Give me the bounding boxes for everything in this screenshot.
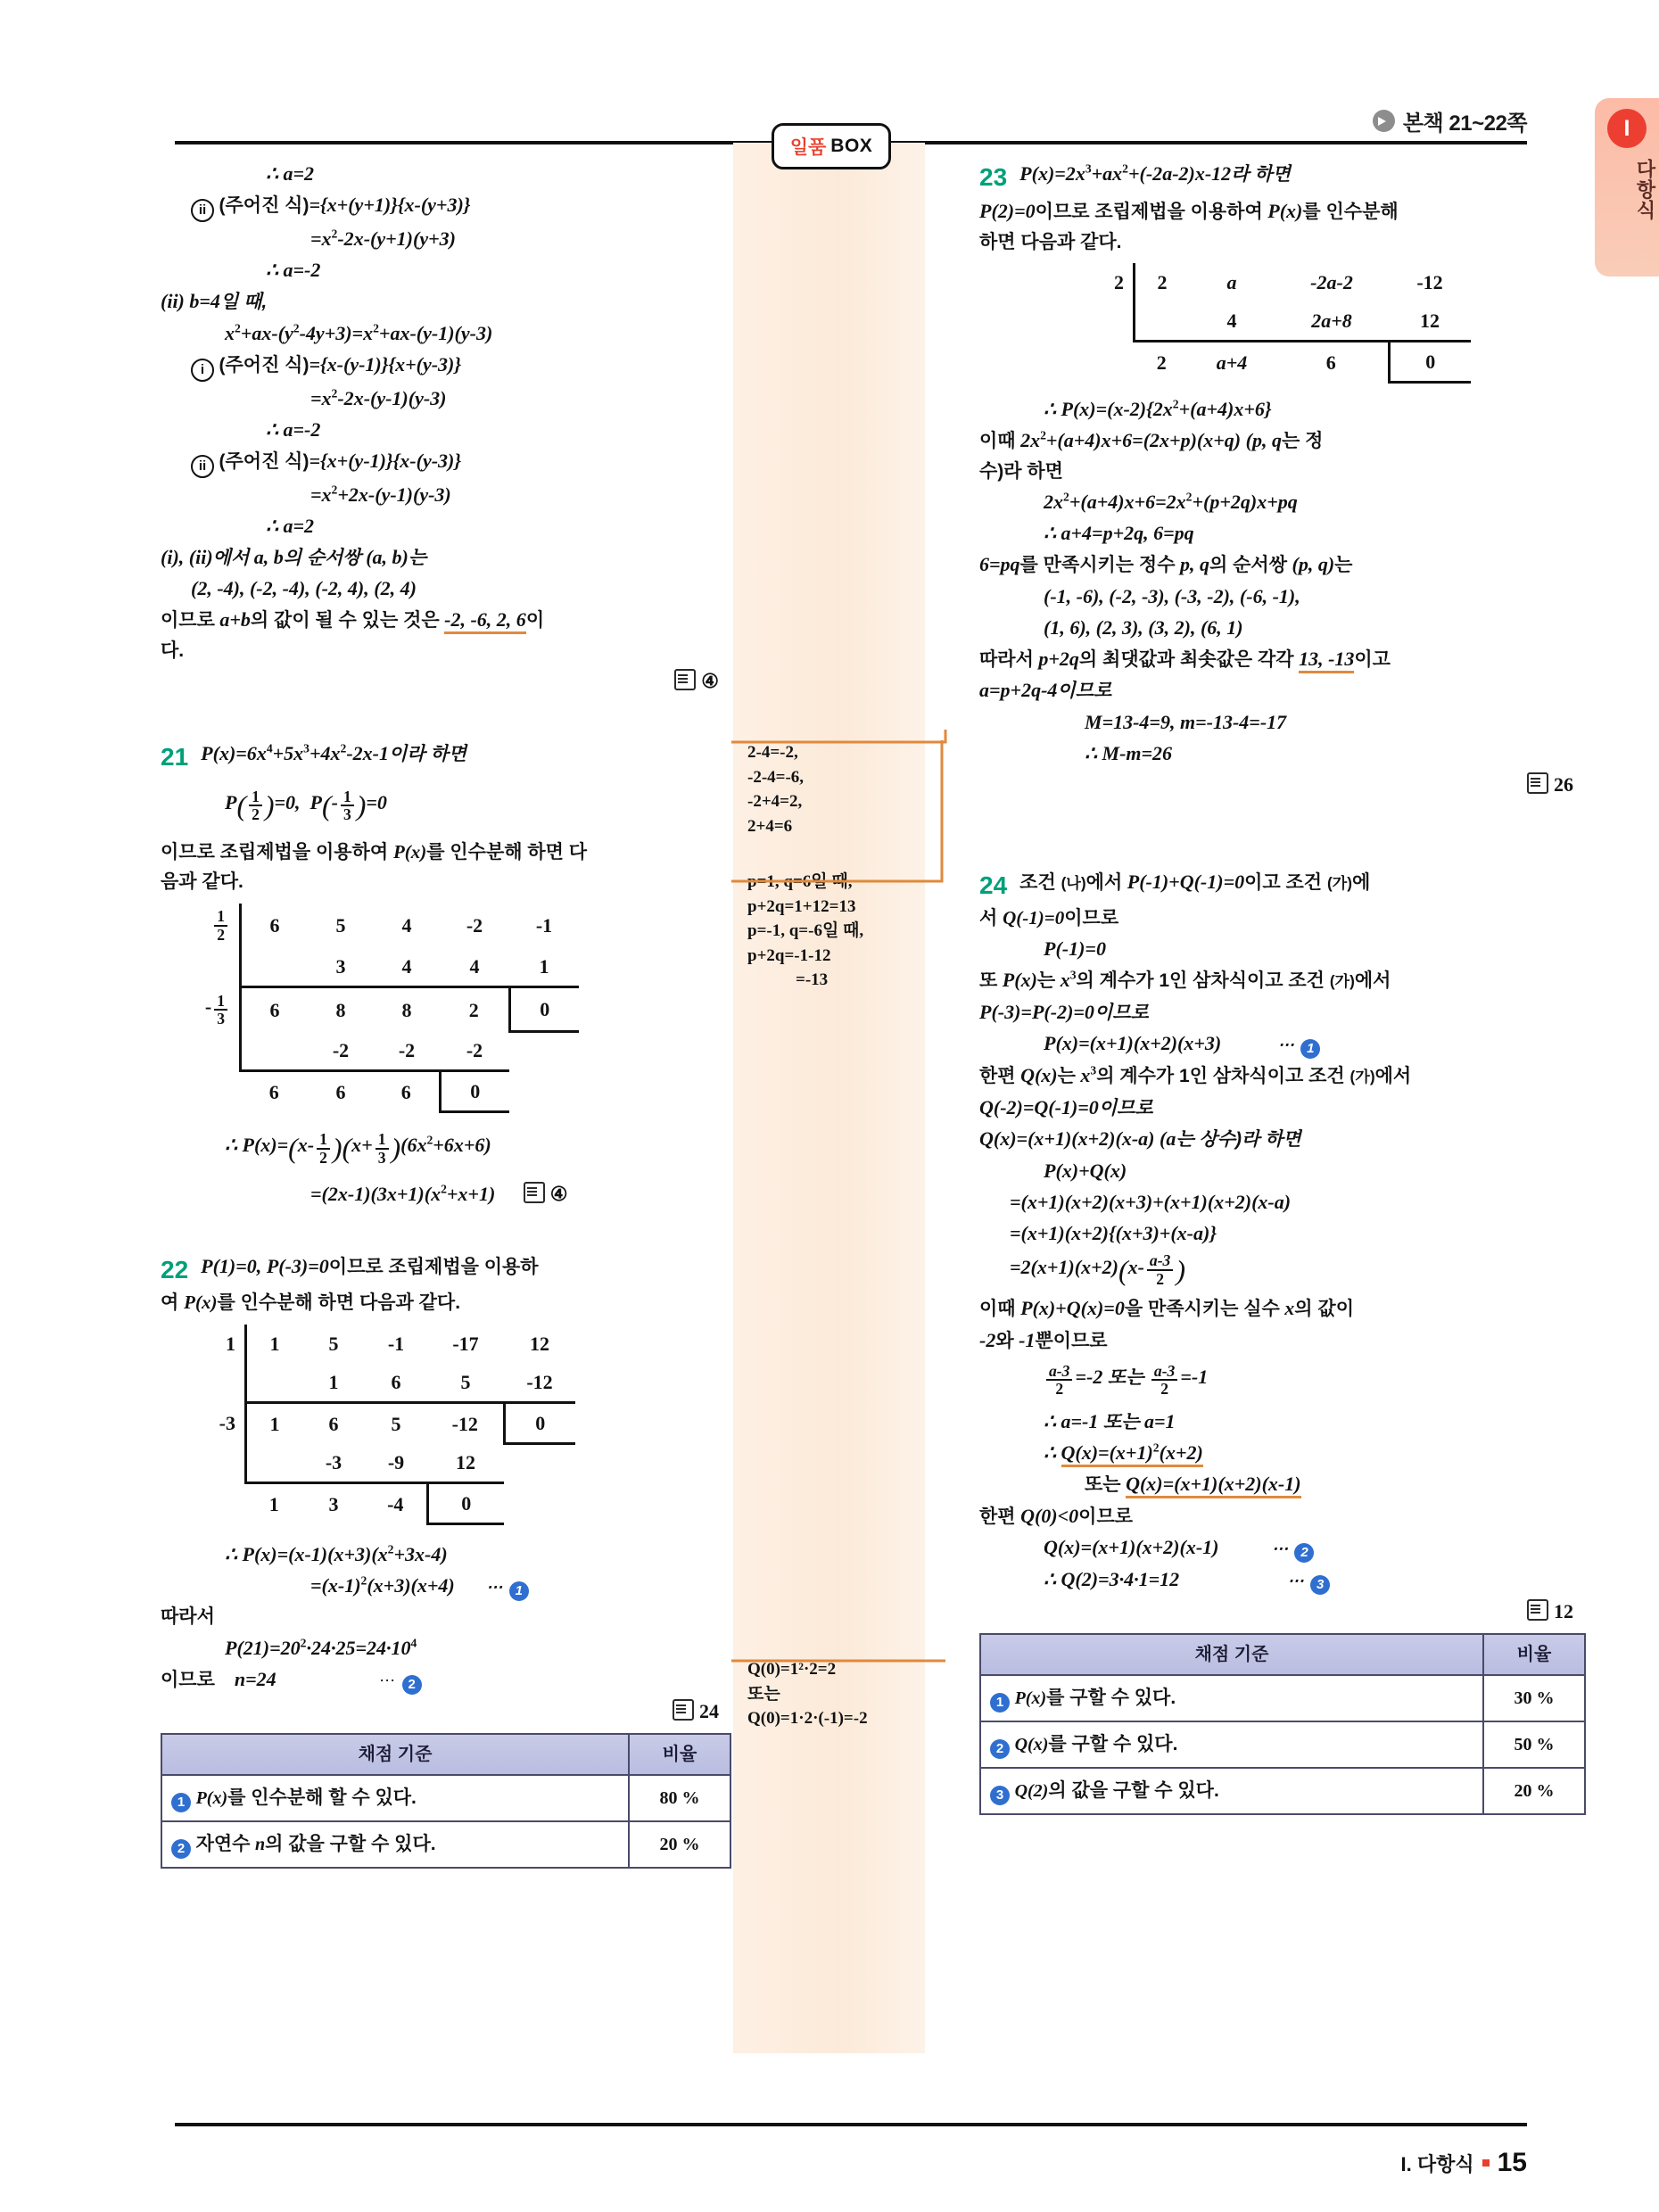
math-line: 이므로 n=24 ⋯ 2: [161, 1664, 731, 1695]
cell: 5: [335, 914, 346, 937]
problem-intro: $P(x)=2x^3+ax^2+(-2a-2)x-12$라 하면: [1019, 161, 1291, 185]
page-number: 15: [1497, 2148, 1527, 2177]
cell: 1: [509, 947, 579, 987]
cell: 2: [1135, 263, 1190, 301]
annotation-line: -2+4=2,: [747, 792, 803, 812]
annotation-1: [747, 740, 804, 838]
math-line: $\frac{a-3}{2}$ =-2 또는 $\frac{a-3}{2}$ =-1: [979, 1362, 1586, 1398]
chapter-side-tab: [1595, 98, 1659, 276]
math-line: 또 P(x)는 $x^3$의 계수가 1인 삼차식이고 조건 (가)에서: [979, 968, 1391, 991]
math-line: $=x^2-2x-(y+1)(y+3)$: [310, 227, 456, 250]
cell: 2a+8: [1275, 301, 1389, 342]
math-line: P(2)=0이므로 조립제법을 이용하여 P(x)를 인수분해: [979, 200, 1399, 222]
divisor-2: -3: [219, 1411, 235, 1434]
answer-line-20: ④: [161, 666, 731, 696]
cell: 6: [241, 904, 309, 948]
step-marker-2: 2: [1294, 1543, 1314, 1563]
math-line: $=(2x-1)(3x+1)(x^2+x+1)$ ④: [310, 1183, 568, 1206]
cell: [246, 1363, 303, 1403]
score-header-rate: 비율: [1483, 1634, 1585, 1675]
math-line: 하면 다음과 같다.: [979, 231, 1122, 252]
annotation-line: 또는: [747, 1684, 780, 1704]
annotation-line: 2+4=6: [747, 816, 793, 836]
score-table-24: [979, 1633, 1586, 1815]
cell: 3: [328, 1493, 339, 1516]
problem-21: [161, 739, 731, 776]
math-line: ∴ a+4=p+2q, 6=pq: [1044, 522, 1194, 544]
case-marker: i: [191, 359, 214, 382]
answer-box-icon: [674, 669, 696, 690]
cell: -2: [374, 1031, 440, 1071]
cell: -1: [535, 914, 553, 937]
math-line: (ii) b=4일 때,: [161, 290, 268, 312]
cell: [504, 1443, 575, 1483]
math-line: (2, -4), (-2, -4), (-2, 4), (2, 4): [191, 577, 417, 599]
cell: 6: [328, 1412, 339, 1435]
math-line: M=13-4=9, m=-13-4=-17: [1085, 710, 1287, 733]
left-column: [161, 159, 731, 1869]
cell: 1: [268, 1493, 279, 1516]
math-line: =(x+1)(x+2){(x+3)+(x-a)}: [1010, 1221, 1217, 1244]
score-rate: 30 %: [1483, 1675, 1585, 1721]
problem-23: [979, 159, 1586, 196]
score-header-rate: 비율: [629, 1734, 730, 1775]
math-line: 수)라 하면: [979, 460, 1063, 482]
chapter-number-badge: I: [1607, 109, 1647, 148]
math-line: 또는 Q(x)=(x+1)(x+2)(x-1): [979, 1469, 1586, 1499]
table-row: [980, 1675, 1585, 1721]
divisor-2: - $\frac{1}{3}$: [161, 987, 241, 1032]
table-row: [980, 1721, 1585, 1768]
annotation-3: [747, 1657, 868, 1731]
cell: [246, 1443, 303, 1483]
math-line: (i), (ii)에서 a, b의 순서쌍 (a, b)는: [161, 545, 427, 568]
math-line: ∴ Q(2)=3·4·1=12 ⋯ 3: [979, 1564, 1586, 1595]
cell: 6: [365, 1363, 427, 1403]
step-marker-1: 1: [509, 1581, 529, 1601]
remainder-cell: 0: [1389, 342, 1471, 383]
cell: 4: [440, 947, 509, 987]
math-line: P(-3)=P(-2)=0이므로: [979, 1000, 1149, 1023]
cell: -12: [504, 1363, 575, 1403]
cell: a: [1226, 271, 1237, 293]
step-marker-3: 3: [1310, 1575, 1330, 1595]
math-line: 이므로 조립제법을 이용하여 P(x)를 인수분해 하면 다: [161, 840, 588, 863]
cell: 4: [374, 947, 440, 987]
math-line: $x^2+ax-(y^2-4y+3)=x^2+ax-(y-1)(y-3)$: [225, 321, 493, 344]
score-rate: 80 %: [629, 1775, 730, 1821]
score-criteria: 1 P(x)를 구할 수 있다.: [980, 1675, 1483, 1721]
step-marker-2: 2: [402, 1675, 422, 1695]
math-line: (1, 6), (2, 3), (3, 2), (6, 1): [1044, 615, 1243, 639]
ilpum-box-tab: [772, 123, 891, 169]
step-marker-1: 1: [171, 1793, 191, 1812]
footer: [1401, 2148, 1527, 2178]
cell: 1: [246, 1325, 303, 1363]
math-line: ∴ a=2: [266, 514, 315, 537]
problem-intro: $P(x)=6x^4+5x^3+4x^2-2x-1$이라 하면: [201, 741, 466, 764]
cell: 5: [427, 1363, 504, 1403]
divisor: 2: [1114, 271, 1124, 293]
score-table-22: [161, 1733, 731, 1869]
answer-box-icon: [1527, 1599, 1548, 1621]
cell: 4: [401, 914, 412, 937]
math-line: 한편 Q(0)<0이므로: [979, 1504, 1134, 1527]
cell: -1: [387, 1332, 405, 1355]
cell: -4: [387, 1493, 404, 1516]
math-line: 이때 P(x)+Q(x)=0을 만족시키는 실수 x의 값이: [979, 1297, 1354, 1320]
annotation-line: p=-1, q=-6일 때,: [747, 921, 864, 941]
synthetic-division-22: [161, 1325, 731, 1526]
math-line: ∴ $P(x)=(x-2)\{2x^2+(a+4)x+6\}$: [1044, 397, 1272, 420]
cell: 12: [530, 1332, 549, 1355]
footer-chapter: I. 다항식: [1400, 2152, 1474, 2175]
problem-intro: 조건 (나)에서 P(-1)+Q(-1)=0이고 조건 (가)에: [1019, 870, 1371, 893]
cell: 6: [1325, 351, 1336, 374]
cell: -3: [302, 1443, 365, 1483]
score-criteria: 2 자연수 n의 값을 구할 수 있다.: [161, 1821, 629, 1868]
remainder-cell: 0: [504, 1402, 575, 1443]
cell: 2: [1156, 351, 1167, 374]
answer-box-icon: [673, 1699, 694, 1721]
footer-rule: [175, 2123, 1527, 2126]
math-line: $2x^2+(a+4)x+6=2x^2+(p+2q)x+pq$: [1044, 490, 1298, 513]
step-marker-1: 1: [1300, 1039, 1320, 1059]
math-line: 한편 Q(x)는 $x^3$의 계수가 1인 삼차식이고 조건 (가)에서: [979, 1063, 1412, 1086]
math-line: Q(x)=(x+1)(x+2)(x-a) (a는 상수)라 하면: [979, 1127, 1301, 1150]
divisor-1: $\frac{1}{2}$: [161, 904, 241, 948]
remainder-cell: 0: [427, 1483, 504, 1524]
score-rate: 50 %: [1483, 1721, 1585, 1768]
answer-line-23: 26: [979, 770, 1586, 799]
math-line: ∴ a=2: [266, 162, 315, 185]
cell: 6: [268, 1081, 279, 1104]
cell: 2: [468, 998, 479, 1021]
math-line: ii (주어진 식)={x+(y-1)}{x-(y-3)}: [161, 446, 731, 478]
cell: 1: [302, 1363, 365, 1403]
score-criteria: 2 Q(x)를 구할 수 있다.: [980, 1721, 1483, 1768]
math-line: 다.: [161, 640, 185, 661]
step-marker-1: 1: [990, 1693, 1010, 1713]
cell: [509, 1031, 579, 1071]
math-line: P( $\frac{1}{2}$ )=0, P(- $\frac{1}{3}$ )=0: [225, 787, 387, 824]
remainder-cell: 0: [509, 987, 579, 1032]
problem-number: 21: [161, 743, 189, 771]
right-column: [979, 159, 1586, 1815]
annotation-line: =-13: [796, 970, 829, 990]
center-annotation-band: [733, 143, 925, 2053]
case-marker: ii: [191, 199, 214, 222]
score-criteria: 3 Q(2)의 값을 구할 수 있다.: [980, 1768, 1483, 1814]
math-line: (-1, -6), (-2, -3), (-3, -2), (-6, -1),: [1044, 584, 1300, 607]
math-line: 따라서 p+2q의 최댓값과 최솟값은 각각 13, -13이고: [979, 644, 1586, 674]
synthetic-division-21: [161, 904, 731, 1114]
math-line: =(x+1)(x+2)(x+3)+(x+1)(x+2)(x-a): [1010, 1190, 1292, 1213]
header-reference-text: 본책 21~22쪽: [1402, 111, 1527, 136]
math-line: ∴ P(x)=(x- $\frac{1}{2}$ )(x+ $\frac{1}{3}$ )$(6x^2+6x+6)$: [225, 1130, 491, 1167]
math-line: ∴ M-m=26: [1085, 741, 1173, 764]
cell: [241, 1031, 309, 1071]
score-criteria: 1 P(x)를 인수분해 할 수 있다.: [161, 1775, 629, 1821]
cell: [241, 947, 309, 987]
cell: -12: [1416, 271, 1443, 293]
math-line: ∴ $P(x)=(x-1)(x+3)(x^2+3x-4)$: [225, 1543, 448, 1566]
math-line: ∴ $Q(x)=(x+1)^2(x+2)$: [979, 1438, 1586, 1467]
cell: 6: [335, 1081, 346, 1104]
score-header-criteria: 채점 기준: [980, 1634, 1483, 1675]
math-line: $P(21)=20^2\cdot 24\cdot 25=24\cdot 10^4$: [225, 1636, 417, 1659]
problem-intro: P(1)=0, P(-3)=0이므로 조립제법을 이용하: [201, 1255, 539, 1278]
step-marker-2: 2: [990, 1739, 1010, 1759]
cell: -9: [365, 1443, 427, 1483]
math-line: P(x)+Q(x): [1044, 1159, 1127, 1182]
cell: 12: [427, 1443, 504, 1483]
arrow-right-circle-icon: [1373, 110, 1395, 132]
math-line: Q(-2)=Q(-1)=0이므로: [979, 1095, 1153, 1118]
math-line: 여 P(x)를 인수분해 하면 다음과 같다.: [161, 1292, 461, 1314]
ilpum-box-tab-en: BOX: [830, 136, 873, 156]
math-line: 서 Q(-1)=0이므로: [979, 906, 1119, 929]
cell: [509, 1071, 579, 1112]
cell: 5: [391, 1412, 401, 1435]
math-line: 따라서: [161, 1606, 215, 1628]
answer-line-22: 24: [161, 1696, 731, 1726]
annotation-line: -2-4=-6,: [747, 767, 805, 787]
case-marker: ii: [191, 455, 214, 478]
annotation-line: p=1, q=6일 때,: [747, 872, 853, 891]
math-line: 이때 $2x^2+(a+4)x+6=(2x+p)(x+q)$ (p, q는 정: [979, 428, 1324, 451]
footer-dot-icon: [1482, 2159, 1490, 2167]
annotation-line: Q(0)=1·2·(-1)=-2: [747, 1709, 868, 1729]
cell: 6: [241, 987, 309, 1032]
cell: -17: [452, 1332, 479, 1355]
math-line: Q(x)=(x+1)(x+2)(x-1) ⋯ 2: [979, 1532, 1586, 1563]
cell: -2: [440, 1031, 509, 1071]
math-line: =2(x+1)(x+2)(x- $\frac{a-3}{2}$ ): [1010, 1251, 1185, 1288]
annotation-line: 2-4=-2,: [747, 743, 798, 762]
math-line: 6=pq를 만족시키는 정수 p, q의 순서쌍 (p, q)는: [979, 553, 1353, 575]
problem-24: [979, 867, 1586, 904]
header-reference: [1373, 105, 1527, 136]
answer-line-24: 12: [979, 1597, 1586, 1626]
problem-number: 22: [161, 1256, 189, 1284]
cell: 8: [401, 998, 412, 1021]
score-header-criteria: 채점 기준: [161, 1734, 629, 1775]
math-line: 이므로 a+b의 값이 될 수 있는 것은 -2, -6, 2, 6이: [161, 605, 731, 635]
divisor-1: 1: [226, 1332, 235, 1355]
math-line: -2와 -1뿐이므로: [979, 1328, 1108, 1351]
cell: -12: [451, 1412, 478, 1435]
cell: 1: [246, 1402, 303, 1443]
cell: 3: [308, 947, 374, 987]
problem-22: [161, 1251, 731, 1289]
cell: 8: [335, 998, 346, 1021]
cell: [1135, 301, 1190, 342]
step-marker-2: 2: [171, 1839, 191, 1859]
math-line: P(x)=(x+1)(x+2)(x+3) ⋯ 1: [979, 1028, 1586, 1059]
cell: 5: [328, 1332, 339, 1355]
cell: -2: [466, 914, 483, 937]
math-line: $=x^2+2x-(y-1)(y-3)$: [310, 483, 451, 506]
math-line: ii (주어진 식)={x+(y+1)}{x-(y+3)}: [161, 190, 731, 222]
cell: [504, 1483, 575, 1524]
math-line: ∴ a=-1 또는 a=1: [1044, 1409, 1176, 1432]
math-line: $=x^2-2x-(y-1)(y-3)$: [310, 386, 447, 409]
answer-box-icon: [524, 1182, 545, 1203]
cell: -2: [308, 1031, 374, 1071]
score-rate: 20 %: [1483, 1768, 1585, 1814]
math-line: $=(x-1)^2(x+3)(x+4)$ ⋯ 1: [161, 1571, 731, 1601]
math-line: ∴ a=-2: [266, 417, 321, 441]
table-row: [161, 1821, 730, 1868]
cell: 4: [1189, 301, 1275, 342]
remainder-cell: 0: [440, 1071, 509, 1112]
answer-box-icon: [1527, 772, 1548, 794]
cell: -2a-2: [1310, 271, 1353, 293]
math-line: a=p+2q-4이므로: [979, 679, 1112, 701]
step-marker-3: 3: [990, 1786, 1010, 1805]
math-line: i (주어진 식)={x-(y-1)}{x+(y-3)}: [161, 350, 731, 382]
chapter-label: 다항식: [1634, 159, 1656, 220]
math-line: ∴ a=-2: [266, 259, 321, 281]
synthetic-division-23: [1077, 263, 1586, 384]
math-line: 음과 같다.: [161, 871, 243, 893]
problem-number: 24: [979, 871, 1008, 899]
annotation-2: [747, 870, 863, 993]
table-row: [980, 1768, 1585, 1814]
math-line: P(-1)=0: [1044, 937, 1106, 960]
cell: 6: [400, 1081, 411, 1104]
annotation-line: p+2q=-1-12: [747, 945, 831, 965]
cell: 12: [1389, 301, 1471, 342]
cell: a+4: [1216, 351, 1248, 374]
annotation-line: p+2q=1+12=13: [747, 896, 856, 916]
ilpum-box-tab-ko: 일품: [789, 137, 827, 158]
table-row: [161, 1775, 730, 1821]
annotation-line: Q(0)=1²·2=2: [747, 1660, 837, 1679]
score-rate: 20 %: [629, 1821, 730, 1868]
problem-number: 23: [979, 163, 1008, 191]
